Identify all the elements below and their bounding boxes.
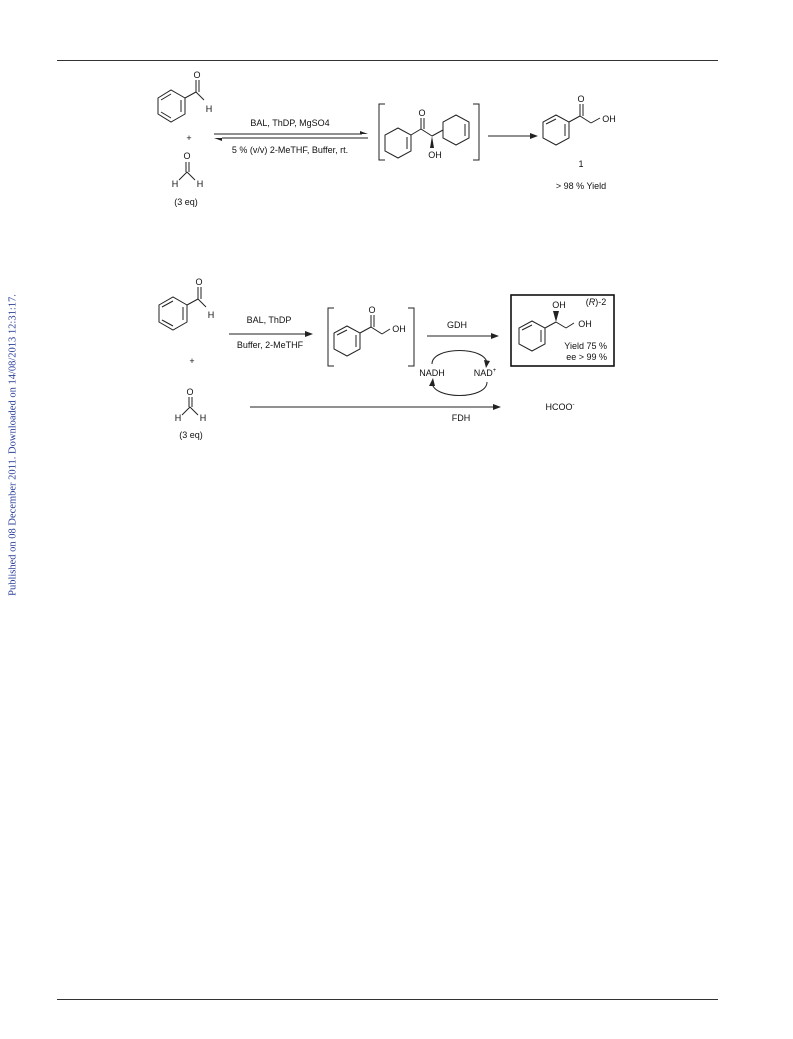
formaldehyde-o-atom: O [186,387,194,397]
benzoin-intermediate [379,104,479,160]
margin-note-text: Published on 08 December 2011. Downloaded on 14/08/2013 12:31:17. [7,294,19,596]
footer-rule [57,999,718,1000]
formaldehyde-h-atom-right: H [199,413,207,423]
bal-step-arrow [229,331,313,337]
equilibrium-arrow [214,131,368,141]
product-2-yield: Yield 75 % [564,341,607,351]
product-1-structure [543,94,616,145]
equivalents-label: (3 eq) [179,430,203,440]
product-1-oh-group: OH [602,114,616,124]
product-1-o-atom: O [577,94,585,104]
benzaldehyde-h-atom: H [207,310,215,320]
benzaldehyde-structure [159,277,214,330]
reaction-scheme-2 [0,270,793,450]
formaldehyde-h-atom-left: H [174,413,182,423]
formate-label: HCOO- [545,402,575,412]
benzaldehyde-o-atom: O [195,277,203,287]
product-2-oh-lower: OH [578,319,592,329]
fdh-arrow [250,404,501,410]
formaldehyde-h-atom-right: H [196,179,204,189]
plus-sign: + [186,133,192,143]
formaldehyde-o-atom: O [183,151,191,161]
benzaldehyde-o-atom: O [193,70,201,80]
product-1-yield: > 98 % Yield [555,181,607,191]
gdh-arrow [427,333,499,339]
benzoin-oh-group: OH [428,150,442,160]
equivalents-label: (3 eq) [174,197,198,207]
nadh-label: NADH [419,368,445,378]
scheme2-condition-top: BAL, ThDP [246,315,292,325]
reaction-arrow [488,133,538,139]
scheme1-condition-top: BAL, ThDP, MgSO4 [250,118,330,128]
fdh-label: FDH [451,413,471,423]
reaction-scheme-1 [0,60,793,220]
intermediate-oh-group: OH [392,324,406,334]
formaldehyde-structure [172,151,204,189]
nad-plus-label: NAD+ [473,368,497,378]
benzaldehyde-structure [158,70,212,122]
scheme1-condition-bottom: 5 % (v/v) 2-MeTHF, Buffer, rt. [231,145,349,155]
scheme2-condition-bottom: Buffer, 2-MeTHF [236,340,304,350]
plus-sign: + [189,356,195,366]
hydroxyacetophenone-intermediate [328,305,414,366]
benzaldehyde-h-atom: H [205,104,213,114]
gdh-label: GDH [447,320,467,330]
formaldehyde-h-atom-left: H [171,179,179,189]
product-2-ee: ee > 99 % [566,352,607,362]
product-1-number: 1 [578,159,584,169]
formaldehyde-structure [175,387,207,423]
benzoin-o-atom: O [418,108,426,118]
intermediate-o-atom: O [368,305,376,315]
product-2-oh-upper: OH [552,300,566,310]
product-2-label: (R)-2 [585,297,607,307]
